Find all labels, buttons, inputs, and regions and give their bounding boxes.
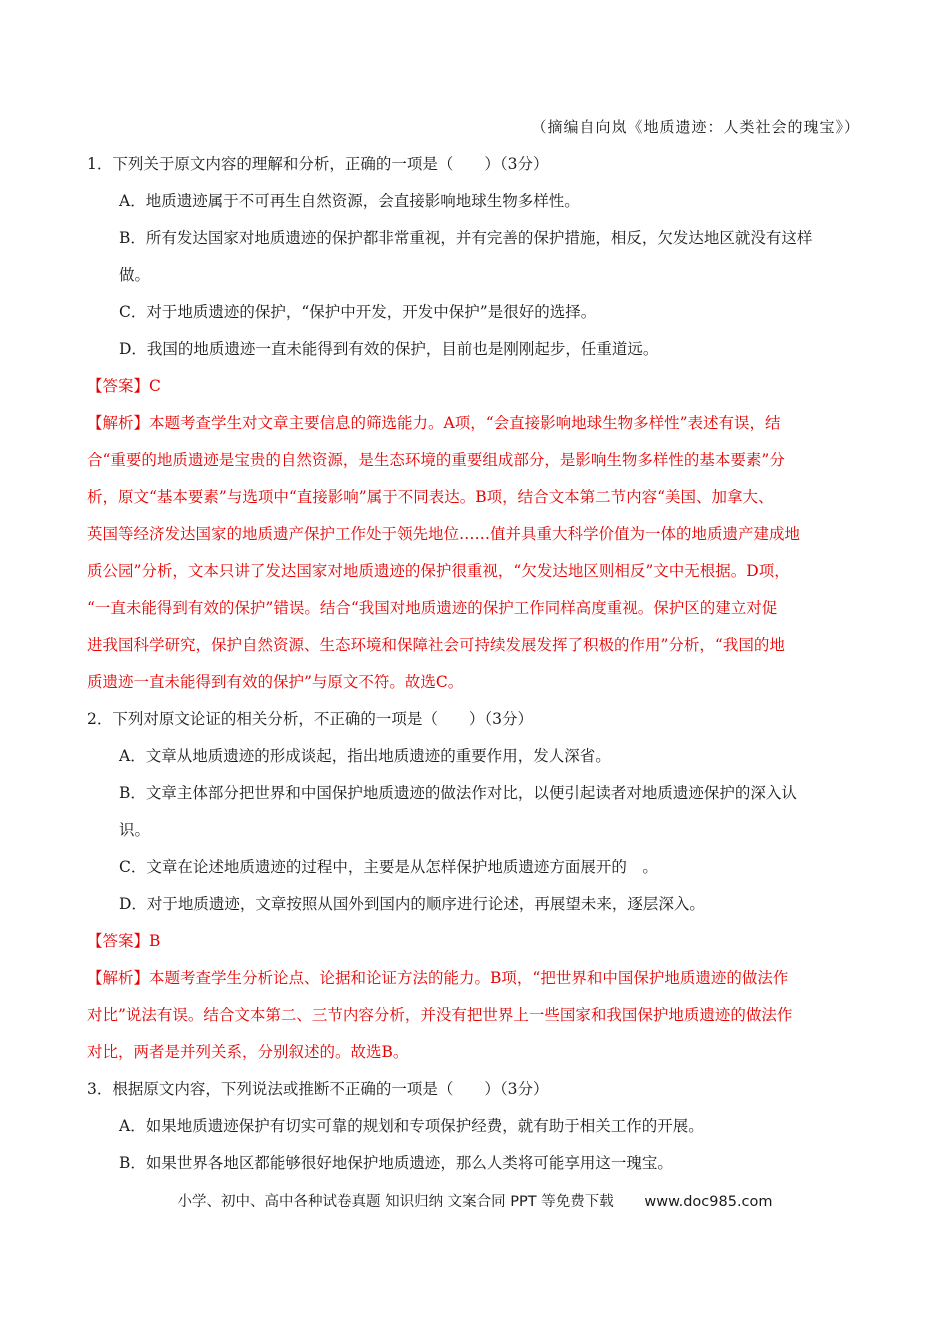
- q2-option-a: A．文章从地质遗迹的形成谈起，指出地质遗迹的重要作用，发人深省。: [119, 747, 611, 765]
- q1-analysis-line: 合“重要的地质遗迹是宝贵的自然资源，是生态环境的重要组成部分，是影响生物多样性的基本要素”分: [87, 451, 785, 469]
- q1-analysis-line: 析，原文“基本要素”与选项中“直接影响”属于不同表达。B项，结合文本第二节内容“美国、加拿大、: [87, 488, 774, 506]
- q1-option-b: B．所有发达国家对地质遗迹的保护都非常重视，并有完善的保护措施，相反，欠发达地区就没有这样: [119, 229, 813, 247]
- q2-answer: 【答案】B: [87, 932, 161, 950]
- q1-analysis-line: 进我国科学研究，保护自然资源、生态环境和保障社会可持续发展发挥了积极的作用”分析，“我国的地: [87, 636, 785, 654]
- q1-analysis-line: 英国等经济发达国家的地质遗产保护工作处于领先地位……值并具重大科学价值为一体的地质遗产建成地: [87, 525, 801, 543]
- footer-text: 小学、初中、高中各种试卷真题 知识归纳 文案合同 PPT 等免费下载: [177, 1194, 614, 1210]
- q2-option-d: D．对于地质遗迹，文章按照从国外到国内的顺序进行论述，再展望未来，逐层深入。: [119, 895, 705, 913]
- q2-analysis-line: 【解析】本题考查学生分析论点、论据和论证方法的能力。B项，“把世界和中国保护地质遗迹的做法作: [87, 969, 789, 987]
- q2-option-b: B．文章主体部分把世界和中国保护地质遗迹的做法作对比，以便引起读者对地质遗迹保护的深入认: [119, 784, 797, 802]
- q2-analysis-line: 对比”说法有误。结合文本第二、三节内容分析，并没有把世界上一些国家和我国保护地质遗迹的做法作: [87, 1006, 793, 1024]
- q3-option-b: B．如果世界各地区都能够很好地保护地质遗迹，那么人类将可能享用这一瑰宝。: [119, 1154, 673, 1172]
- q1-analysis-line: “一直未能得到有效的保护”错误。结合“我国对地质遗迹的保护工作同样高度重视。保护区的建立对促: [87, 599, 778, 617]
- q2-option-c: C．文章在论述地质遗迹的过程中，主要是从怎样保护地质遗迹方面展开的 。: [119, 858, 658, 876]
- q1-analysis-line: 质遗迹一直未能得到有效的保护”与原文不符。故选C。: [87, 673, 464, 691]
- document-body: [87, 146, 862, 1182]
- q1-analysis-line: 质公园”分析，文本只讲了发达国家对地质遗迹的保护很重视，“欠发达地区则相反”文中无根据。D项，: [87, 562, 790, 580]
- q2-analysis-line: 对比，两者是并列关系，分别叙述的。故选B。: [87, 1043, 409, 1061]
- q1-stem: 1．下列关于原文内容的理解和分析，正确的一项是（ ）（3分）: [87, 155, 549, 173]
- source-citation: （摘编自向岚《地质遗迹：人类社会的瑰宝》）: [531, 118, 860, 136]
- q1-option-a: A．地质遗迹属于不可再生自然资源，会直接影响地球生物多样性。: [119, 192, 580, 210]
- footer-url[interactable]: www.doc985.com: [644, 1194, 773, 1210]
- q1-option-d: D．我国的地质遗迹一直未能得到有效的保护，目前也是刚刚起步，任重道远。: [119, 340, 659, 358]
- q2-option-b-cont: 识。: [119, 821, 151, 839]
- q1-option-c: C．对于地质遗迹的保护，“保护中开发，开发中保护”是很好的选择。: [119, 303, 597, 321]
- q2-stem: 2．下列对原文论证的相关分析，不正确的一项是（ ）（3分）: [87, 710, 533, 728]
- q1-answer: 【答案】C: [87, 377, 161, 395]
- q1-analysis-line: 【解析】本题考查学生对文章主要信息的筛选能力。A项，“会直接影响地球生物多样性”表述有误，结: [87, 414, 781, 432]
- page-footer: [0, 1190, 950, 1211]
- q1-option-b-cont: 做。: [119, 266, 151, 284]
- q3-stem: 3．根据原文内容，下列说法或推断不正确的一项是（ ）（3分）: [87, 1080, 549, 1098]
- q3-option-a: A．如果地质遗迹保护有切实可靠的规划和专项保护经费，就有助于相关工作的开展。: [119, 1117, 704, 1135]
